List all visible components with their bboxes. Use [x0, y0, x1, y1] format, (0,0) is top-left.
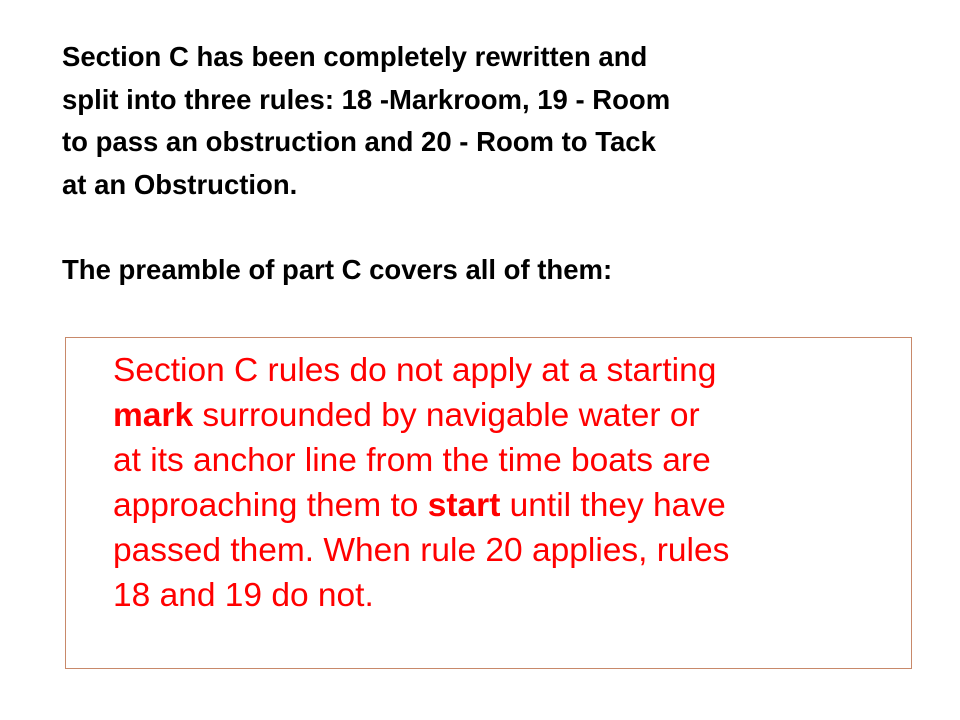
rule-line-3: at its anchor line from the time boats are: [113, 442, 711, 479]
preamble-heading: The preamble of part C covers all of them:: [62, 254, 613, 285]
intro-line-1: Section C has been completely rewritten and: [62, 41, 648, 72]
rule-line-1: Section C rules do not apply at a starting: [113, 352, 717, 389]
defined-term-mark: mark: [113, 397, 194, 434]
intro-text: [62, 36, 912, 292]
intro-line-4: at an Obstruction.: [62, 168, 298, 200]
paragraph-spacer: [62, 206, 912, 249]
rule-line-5: passed them. When rule 20 applies, rules: [113, 532, 730, 569]
intro-line-3: to pass an obstruction and 20 - Room to Tack: [62, 126, 656, 157]
rule-line-2-rest: surrounded by navigable water or: [193, 397, 700, 434]
rule-line-4-post: until they have: [500, 487, 726, 524]
rule-line-6: 18 and 19 do not.: [113, 577, 374, 614]
intro-line-2: split into three rules: 18 -Markroom, 19 - Room: [62, 83, 671, 115]
rule-quote-box: [65, 337, 912, 669]
defined-term-start: start: [427, 487, 501, 524]
rule-line-4-pre: approaching them to: [113, 487, 428, 524]
rule-preamble-text: [113, 348, 903, 618]
rule-line-2: [113, 393, 903, 438]
rule-line-4: [113, 483, 903, 528]
